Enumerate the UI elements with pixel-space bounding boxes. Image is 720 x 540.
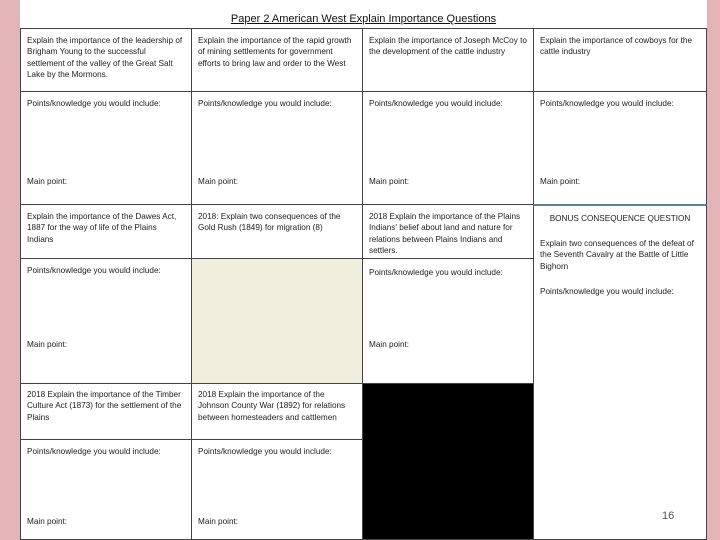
points-label: Points/knowledge you would include:	[27, 266, 161, 275]
answer-cell	[20, 439, 192, 540]
question-cell-cowboys	[533, 28, 707, 92]
question-cell-mining-settlements	[191, 28, 363, 92]
answer-cell	[362, 91, 534, 205]
points-label: Points/knowledge you would include:	[198, 447, 332, 456]
question-text: Explain two consequences of the defeat of the Seventh Cavalry at the Battle of Little Bighorn	[540, 239, 694, 271]
main-point-label: Main point:	[198, 177, 239, 186]
question-cell-brigham-young	[20, 28, 192, 92]
empty-cell	[533, 383, 707, 540]
main-point-label: Main point:	[198, 517, 239, 526]
answer-cell	[20, 91, 192, 205]
question-text: Explain the importance of Joseph McCoy to the development of the cattle industry	[369, 36, 527, 57]
question-cell-johnson-county-war	[191, 383, 363, 440]
question-cell-gold-rush	[191, 204, 363, 259]
main-point-label: Main point:	[27, 340, 68, 349]
answer-cell	[20, 258, 192, 384]
page-title: Paper 2 American West Explain Importance Questions	[230, 13, 497, 25]
question-cell-timber-culture-act	[20, 383, 192, 440]
main-point-label: Main point:	[27, 177, 68, 186]
answer-cell	[191, 439, 363, 540]
question-cell-joseph-mccoy	[362, 28, 534, 92]
bonus-question-cell	[533, 204, 707, 384]
question-text: Explain the importance of cowboys for the cattle industry	[540, 36, 693, 57]
points-label: Points/knowledge you would include:	[27, 99, 161, 108]
answer-cell	[362, 258, 534, 384]
question-text: 2018 Explain the importance of the Timber Culture Act (1873) for the settlement of the Plains	[27, 390, 182, 422]
points-label: Points/knowledge you would include:	[369, 99, 503, 108]
main-point-label: Main point:	[369, 177, 410, 186]
question-text: Explain the importance of the leadership of Brigham Young to the successful settlement of the valley of the Great Salt Lake by the Mormons.	[27, 36, 183, 79]
question-text: 2018: Explain two consequences of the Gold Rush (1849) for migration (8)	[198, 212, 341, 233]
answer-cell-blank	[191, 258, 363, 384]
worksheet-page	[20, 0, 707, 540]
question-cell-dawes-act	[20, 204, 192, 259]
main-point-label: Main point:	[27, 517, 68, 526]
points-label: Points/knowledge you would include:	[540, 287, 674, 296]
points-label: Points/knowledge you would include:	[540, 99, 674, 108]
question-text: 2018 Explain the importance of the Johnson County War (1892) for relations between homesteaders and cattlemen	[198, 390, 346, 422]
question-text: Explain the importance of the Dawes Act, 1887 for the way of life of the Plains Indians	[27, 212, 177, 244]
bonus-heading: BONUS CONSEQUENCE QUESTION	[549, 214, 691, 223]
points-label: Points/knowledge you would include:	[369, 268, 503, 277]
question-cell-plains-indians-belief	[362, 204, 534, 259]
question-text: 2018 Explain the importance of the Plains Indians' belief about land and nature for relations between Plains Indians and settlers.	[369, 212, 521, 255]
points-label: Points/knowledge you would include:	[198, 99, 332, 108]
main-point-label: Main point:	[540, 177, 581, 186]
main-point-label: Main point:	[369, 340, 410, 349]
answer-cell	[533, 91, 707, 205]
question-text: Explain the importance of the rapid growth of mining settlements for government efforts to bring law and order to the West	[198, 36, 352, 68]
answer-cell	[191, 91, 363, 205]
page-number: 16	[662, 510, 675, 522]
blacked-out-cell	[362, 383, 534, 540]
points-label: Points/knowledge you would include:	[27, 447, 161, 456]
